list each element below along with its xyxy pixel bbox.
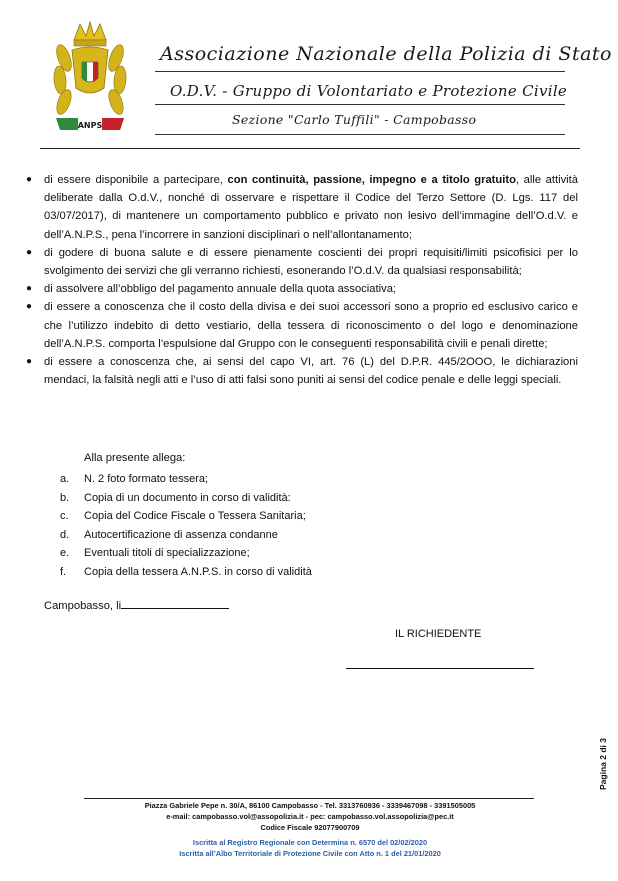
footer-civil-protection: Iscritta all’Albo Territoriale di Protezione Civile con Atto n. 1 del 21/01/2020 — [179, 849, 441, 858]
footer-separator — [84, 798, 534, 799]
attachments-intro: Alla presente allega: — [84, 452, 186, 464]
header-rule — [155, 71, 565, 72]
footer-tax-code: Codice Fiscale 92077900709 — [260, 823, 360, 832]
declaration-item: ● di essere a conoscenza che, ai sensi del capo VI, art. 76 (L) del D.P.R. 445/2OOO, le dichiarazioni mendaci, la falsità negli atti e l’uso di atti falsi sono puniti ai sensi del codice penale e delle leggi speciali. — [26, 353, 578, 389]
footer-email: e-mail: campobasso.vol@assopolizia.it - pec: campobasso.vol.assopolizia@pec.it — [166, 812, 454, 821]
page-number: Pagina 2 di 3 — [598, 738, 608, 790]
declaration-item: ● di assolvere all’obbligo del pagamento annuale della quota associativa; — [26, 280, 578, 298]
header-rule — [155, 104, 565, 105]
attachment-item: d. Autocertificazione di assenza condanne — [60, 528, 278, 541]
anps-logo-emblem — [50, 18, 130, 136]
section-name: Sezione "Carlo Tuffili" - Campobasso — [232, 112, 477, 127]
bullet-icon: ● — [26, 246, 33, 258]
footer-registry: Iscritta al Registro Regionale con Determina n. 6570 del 02/02/2020 — [192, 838, 428, 847]
attachment-item: e. Eventuali titoli di specializzazione; — [60, 547, 250, 560]
attachment-item: a. N. 2 foto formato tessera; — [60, 473, 209, 485]
signature-line[interactable] — [346, 668, 534, 669]
bullet-icon: ● — [26, 356, 33, 368]
attachment-item: b. Copia di un documento in corso di validità: — [60, 491, 291, 504]
place-date-field[interactable]: Campobasso, li — [44, 598, 229, 612]
bullet-icon: ● — [26, 283, 33, 295]
declaration-item: ● di essere a conoscenza che il costo della divisa e dei suoi accessori sono a proprio ed esclusivo carico e che l’utilizzo indebito di detto vestiario, della tessera di riconoscimento o del logo e denominazione dell’A.N.P.S. comporta l’espulsione dal Gruppo con le conseguenti responsabilità civili e penali dirette; — [26, 298, 578, 353]
attachment-item: f. Copia della tessera A.N.P.S. in corso di validità — [60, 565, 312, 578]
attachments-list — [60, 470, 312, 582]
declaration-item: ● di essere disponibile a partecipare, con continuità, passione, impegno e a titolo gratuito, alle attività deliberate dalla O.d.V., nonché di osservare e rispettare il Codice del Terzo Settore (D. Lgs. 117 del 03/07/2017), di mantenere un comportamento pubblico e privato non lesivo dell’immagine dell’O.d.V. e dell’A.N.P.S., pena l’incorrere in sanzioni disciplinari o nell’allontanamento; — [26, 171, 578, 244]
footer-address: Piazza Gabriele Pepe n. 30/A, 86100 Campobasso - Tel. 3313760936 - 3339467098 - 3391505005 — [144, 801, 476, 810]
header-separator — [40, 148, 580, 149]
signer-label: IL RICHIEDENTE — [395, 628, 482, 640]
association-name: Associazione Nazionale della Polizia di Stato — [160, 43, 612, 65]
bullet-icon: ● — [26, 301, 33, 313]
header-rule — [155, 134, 565, 135]
declaration-item: ● di godere di buona salute e di essere pienamente coscienti dei propri requisiti/limiti psicofisici per lo svolgimento dei servizi che gli verranno richiesti, esonerando l’O.d.V. da qualsiasi responsabilità; — [26, 244, 578, 280]
declaration-list — [26, 171, 578, 389]
bullet-icon: ● — [26, 174, 33, 185]
date-blank[interactable] — [121, 598, 229, 609]
logo-ribbon-text: ANPS — [77, 121, 103, 130]
group-subtitle: O.D.V. - Gruppo di Volontariato e Protezione Civile — [170, 82, 568, 100]
attachment-item: c. Copia del Codice Fiscale o Tessera Sanitaria; — [60, 510, 306, 523]
